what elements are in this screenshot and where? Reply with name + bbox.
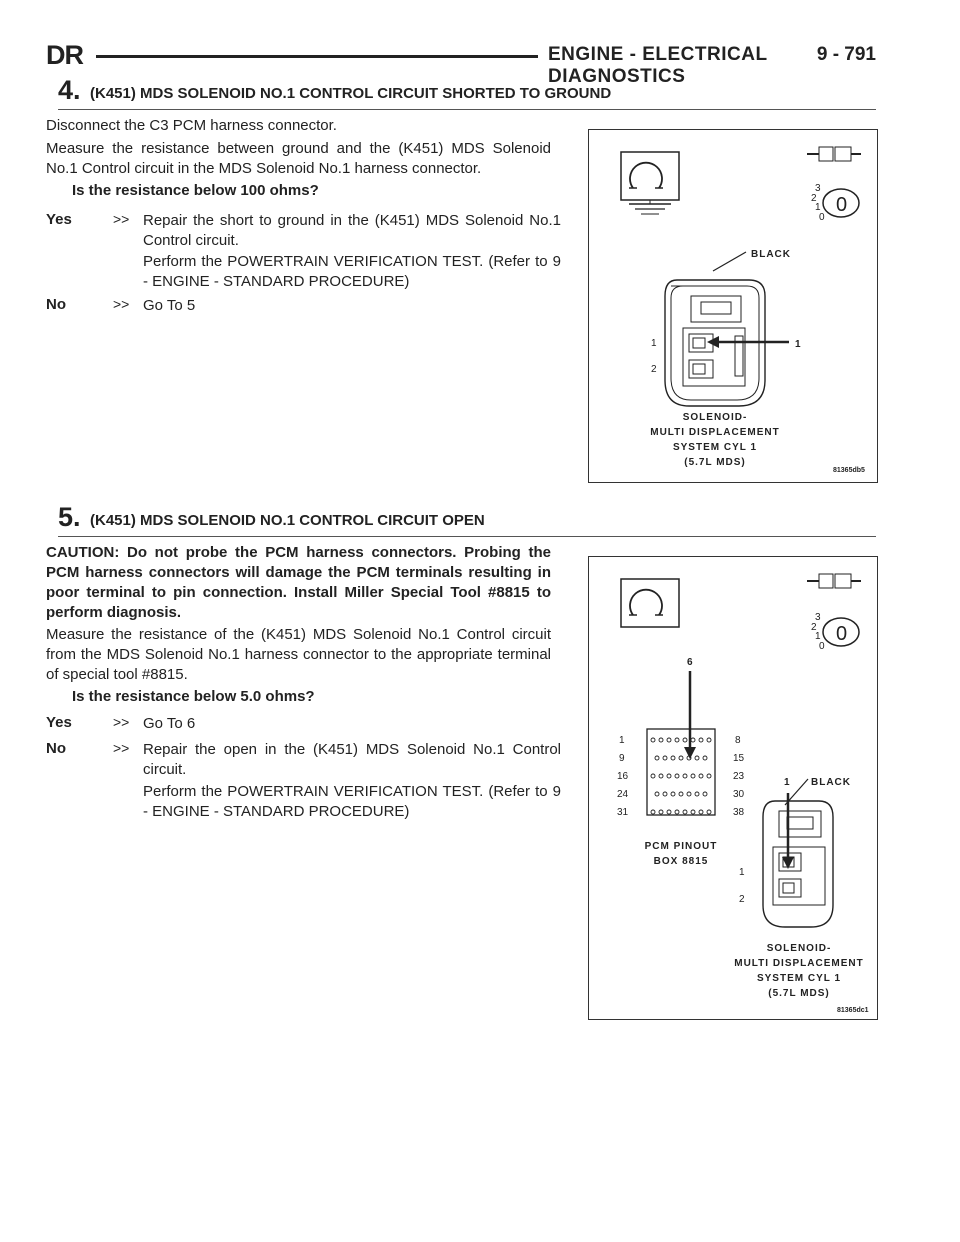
caption-line-2: MULTI DISPLACEMENT [650,427,780,438]
pcm-pin [683,810,687,814]
ohmmeter-icon [621,579,679,627]
pcm-pin [671,756,675,760]
solenoid-probe-arrow [782,793,794,869]
pcm-pin [687,792,691,796]
svg-text:31: 31 [617,807,629,818]
pcm-pin [679,792,683,796]
callout-1: 1 [795,339,802,350]
pcm-pin [659,810,663,814]
pcm-pin [667,738,671,742]
caption-line-1: SOLENOID- [766,943,832,954]
pcm-pin [655,792,659,796]
pcm-pin [679,756,683,760]
meter-probe-icon [807,147,861,161]
caption-line-4: (5.7L MDS) [768,988,830,999]
pcm-pin [695,756,699,760]
solenoid-connector [763,801,833,927]
svg-text:0: 0 [836,623,848,645]
pcm-caption-2: BOX 8815 [653,856,709,867]
pcm-pin [707,810,711,814]
step-4-question: Is the resistance below 100 ohms? [72,182,319,199]
svg-text:8: 8 [735,735,741,746]
step-number: 5. [58,502,81,532]
pcm-pin [699,810,703,814]
pcm-pin [683,738,687,742]
yes-response-2: Perform the POWERTRAIN VERIFICATION TEST. (Refer to 9 - ENGINE - STANDARD PROCEDURE) [143,253,561,290]
answer-arrow: >> [113,296,130,312]
pcm-pin [655,756,659,760]
svg-text:3: 3 [815,612,821,623]
yes-label: Yes [46,211,72,228]
pcm-pin [703,792,707,796]
svg-text:1: 1 [619,735,625,746]
step-5-question: Is the resistance below 5.0 ohms? [72,688,315,705]
caption-line-1: SOLENOID- [682,412,748,423]
no-response: Go To 5 [143,297,196,314]
no-label: No [46,296,66,313]
ground-symbol-icon [629,200,671,214]
answer-arrow: >> [113,740,130,756]
svg-text:0: 0 [836,194,848,216]
svg-text:0: 0 [819,212,825,223]
pcm-pin [659,738,663,742]
step-4-instruction-2: Measure the resistance between ground and the (K451) MDS Solenoid No.1 Control circuit in the MDS Solenoid No.1 harness connector. [46,140,551,177]
pcm-probe-arrow [684,671,696,759]
probe-6-callout: 6 [687,657,694,668]
header-rule [96,55,538,58]
yes-response-1: Repair the short to ground in the (K451) MDS Solenoid No.1 Control circuit. [143,212,561,249]
pcm-pinout-box [647,729,715,815]
pin-1-label: 1 [651,338,657,349]
meter-dial-icon [811,183,859,223]
no-response-2: Perform the POWERTRAIN VERIFICATION TEST. (Refer to 9 - ENGINE - STANDARD PROCEDURE) [143,783,561,820]
pcm-pin [699,738,703,742]
yes-label: Yes [46,714,72,731]
probe-1-callout: 1 [784,777,791,788]
step-4-instruction-1: Disconnect the C3 PCM harness connector. [46,117,337,134]
step-number: 4. [58,75,81,105]
meter-probe-icon [807,574,861,588]
pcm-pin [707,774,711,778]
page-header [46,40,876,87]
figure-solenoid-ground-test [588,129,878,483]
figure-id: 81365dc1 [837,1007,869,1014]
step-title: (K451) MDS SOLENOID NO.1 CONTROL CIRCUIT SHORTED TO GROUND [90,85,612,102]
svg-text:9: 9 [619,753,625,764]
pcm-pin [651,774,655,778]
meter-dial-icon [811,612,859,652]
step-title: (K451) MDS SOLENOID NO.1 CONTROL CIRCUIT OPEN [90,512,485,529]
pcm-pin [707,738,711,742]
step-5-instruction: Measure the resistance of the (K451) MDS Solenoid No.1 Control circuit from the MDS Solenoid No.1 harness connector to the appropriate terminal of special tool #8815. [46,626,551,683]
svg-text:24: 24 [617,789,629,800]
pcm-pin [703,756,707,760]
pcm-pin [651,738,655,742]
no-label: No [46,740,66,757]
svg-text:38: 38 [733,807,745,818]
pcm-pin [667,810,671,814]
section-title: ENGINE - ELECTRICAL DIAGNOSTICS [548,44,768,87]
pcm-pin [675,774,679,778]
caption-line-3: SYSTEM CYL 1 [672,442,758,453]
pcm-pin [675,810,679,814]
figure-pcm-open-test [588,556,878,1020]
page-number: 9 - 791 [816,44,876,65]
pcm-pin [651,810,655,814]
pcm-pin [699,774,703,778]
svg-text:16: 16 [617,771,629,782]
svg-text:3: 3 [815,183,821,194]
svg-text:2: 2 [811,193,817,204]
pcm-pin [659,774,663,778]
pcm-pin [691,774,695,778]
pcm-pin [675,738,679,742]
pcm-pin [667,774,671,778]
svg-text:1: 1 [815,202,821,213]
svg-text:23: 23 [733,771,745,782]
svg-text:1: 1 [815,631,821,642]
svg-text:0: 0 [819,641,825,652]
no-response-1: Repair the open in the (K451) MDS Solenoid No.1 Control circuit. [143,741,561,778]
pin-2-label: 2 [651,364,657,375]
pin-1-label: 1 [739,867,745,878]
pin-2-label: 2 [739,894,745,905]
wire-color-label: BLACK [751,249,791,260]
pcm-caption-1: PCM PINOUT [644,841,718,852]
pcm-pin [691,738,695,742]
brand-label: DR [46,40,83,70]
probe-arrow [707,336,789,348]
pcm-pin [695,792,699,796]
caption-line-2: MULTI DISPLACEMENT [734,958,864,969]
caption-line-3: SYSTEM CYL 1 [756,973,842,984]
step-5-heading [58,502,876,537]
pcm-pin [683,774,687,778]
step-4-heading [58,75,876,110]
pcm-pin [663,792,667,796]
wire-color-label: BLACK [811,777,851,788]
pcm-pin [691,810,695,814]
yes-response: Go To 6 [143,715,196,732]
pcm-pin [663,756,667,760]
answer-arrow: >> [113,211,130,227]
svg-text:15: 15 [733,753,745,764]
answer-arrow: >> [113,714,130,730]
figure-id: 81365db5 [833,467,865,474]
svg-text:2: 2 [811,622,817,633]
ohmmeter-icon [621,152,679,200]
pcm-pin [671,792,675,796]
caption-line-4: (5.7L MDS) [684,457,746,468]
svg-text:30: 30 [733,789,745,800]
caution-note: CAUTION: Do not probe the PCM harness connectors. Probing the PCM harness connectors will damage the PCM terminals resulting in poor terminal to pin connection. Install Miller Special Tool #8815 to perform diagnosis. [46,544,551,621]
